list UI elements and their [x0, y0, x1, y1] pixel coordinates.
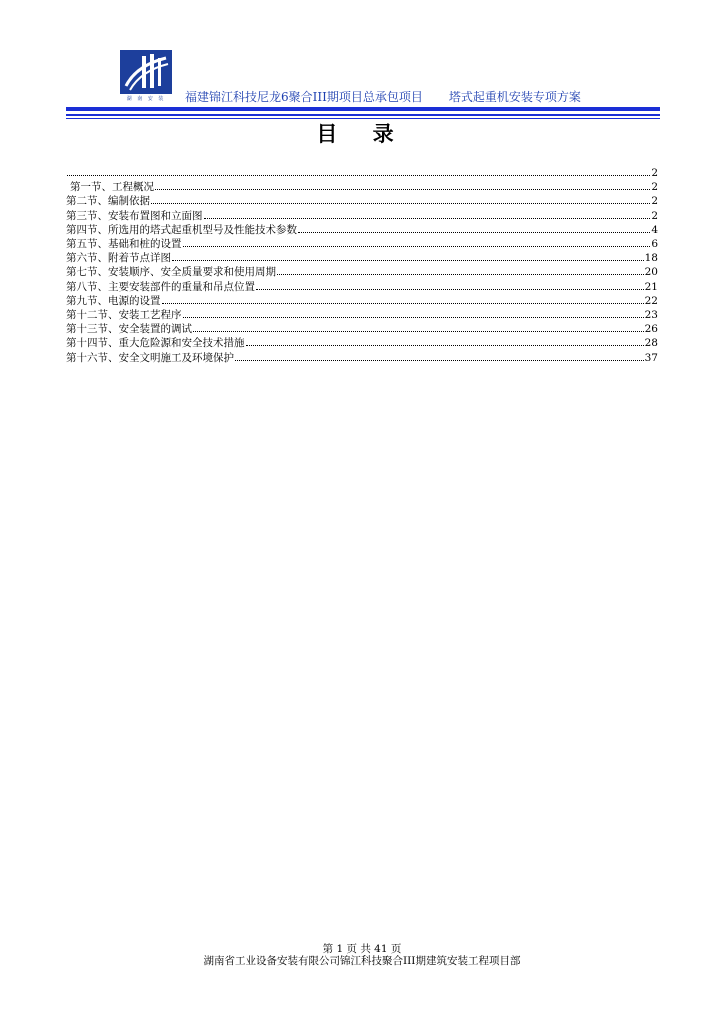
toc-dot-leader — [67, 166, 650, 176]
logo-caption: 湖 南 安 装 — [126, 96, 166, 102]
toc-entry[interactable] — [66, 194, 658, 208]
toc-title: 目 录 — [316, 122, 408, 146]
toc-entry-label: 第八节、主要安装部件的重量和吊点位置 — [66, 280, 255, 293]
toc-entry-label: 第十三节、安全装置的调试 — [66, 323, 192, 336]
toc-dot-leader — [246, 336, 644, 346]
header-title — [185, 88, 581, 105]
page-indicator: 第 1 页 共 41 页 — [322, 943, 402, 955]
toc-entry-label: 第二节、编制依据 — [66, 195, 150, 208]
toc-entry-page: 37 — [644, 351, 658, 364]
toc-entry-label: 第十二节、安装工艺程序 — [66, 309, 182, 322]
toc-entry-label: 第四节、所选用的塔式起重机型号及性能技术参数 — [66, 223, 297, 236]
toc-dot-leader — [151, 194, 650, 204]
toc-entry-page: 2 — [651, 209, 658, 222]
toc-entry-page: 2 — [651, 181, 658, 194]
toc-entry[interactable] — [66, 322, 658, 336]
toc-entry-label: 第五节、基础和桩的设置 — [66, 238, 182, 251]
toc-entry[interactable] — [66, 294, 658, 308]
toc-dot-leader — [298, 223, 650, 233]
toc-dot-leader — [204, 209, 651, 219]
toc-entry[interactable] — [66, 209, 658, 223]
toc-entry[interactable] — [66, 237, 658, 251]
toc-dot-leader — [256, 280, 644, 290]
toc-entry-page: 6 — [651, 238, 658, 251]
toc-dot-leader — [183, 237, 651, 247]
header-rule-thick — [66, 107, 660, 111]
toc-entry-label: 第七节、安装顺序、安全质量要求和使用周期 — [66, 266, 276, 279]
toc-dot-leader — [183, 308, 644, 318]
toc-entry-page: 21 — [644, 280, 658, 293]
toc-entry-page: 2 — [651, 195, 658, 208]
toc-entry-page: 20 — [644, 266, 658, 279]
toc-entry-page: 28 — [644, 337, 658, 350]
footer-company: 湖南省工业设备安装有限公司锦江科技聚合III期建筑安装工程项目部 — [203, 955, 521, 967]
toc-entry[interactable] — [66, 265, 658, 279]
toc-entry[interactable] — [66, 351, 658, 365]
toc-dot-leader — [155, 180, 650, 190]
toc-entry[interactable] — [66, 251, 658, 265]
toc-entry[interactable] — [66, 166, 658, 180]
toc-entry-label: 第三节、安装布置图和立面图 — [66, 209, 203, 222]
header-rule-thin — [66, 114, 660, 116]
toc-dot-leader — [235, 351, 644, 361]
toc-entry-label: 第十六节、安全文明施工及环境保护 — [66, 351, 234, 364]
toc-entry-page: 26 — [644, 323, 658, 336]
table-of-contents — [66, 166, 658, 365]
toc-entry-label: 第一节、工程概况 — [70, 181, 154, 194]
toc-entry[interactable] — [66, 336, 658, 350]
toc-dot-leader — [172, 251, 644, 261]
toc-entry-page: 4 — [651, 223, 658, 236]
toc-entry[interactable] — [66, 223, 658, 237]
toc-entry-page: 22 — [644, 294, 658, 307]
toc-entry-label: 第九节、电源的设置 — [66, 294, 161, 307]
toc-entry[interactable] — [66, 308, 658, 322]
toc-entry[interactable] — [66, 180, 658, 194]
toc-entry-page: 23 — [644, 309, 658, 322]
project-title: 福建锦江科技尼龙6聚合III期项目总承包项目 — [185, 90, 423, 104]
toc-dot-leader — [277, 265, 644, 275]
document-subject: 塔式起重机安装专项方案 — [448, 90, 581, 104]
toc-dot-leader — [193, 322, 644, 332]
toc-entry-page: 2 — [651, 167, 658, 179]
toc-entry-label: 第十四节、重大危险源和安全技术措施 — [66, 337, 245, 350]
toc-dot-leader — [162, 294, 644, 304]
toc-entry[interactable] — [66, 280, 658, 294]
toc-entry-label: 第六节、附着节点详图 — [66, 252, 171, 265]
toc-entry-page: 18 — [644, 252, 658, 265]
